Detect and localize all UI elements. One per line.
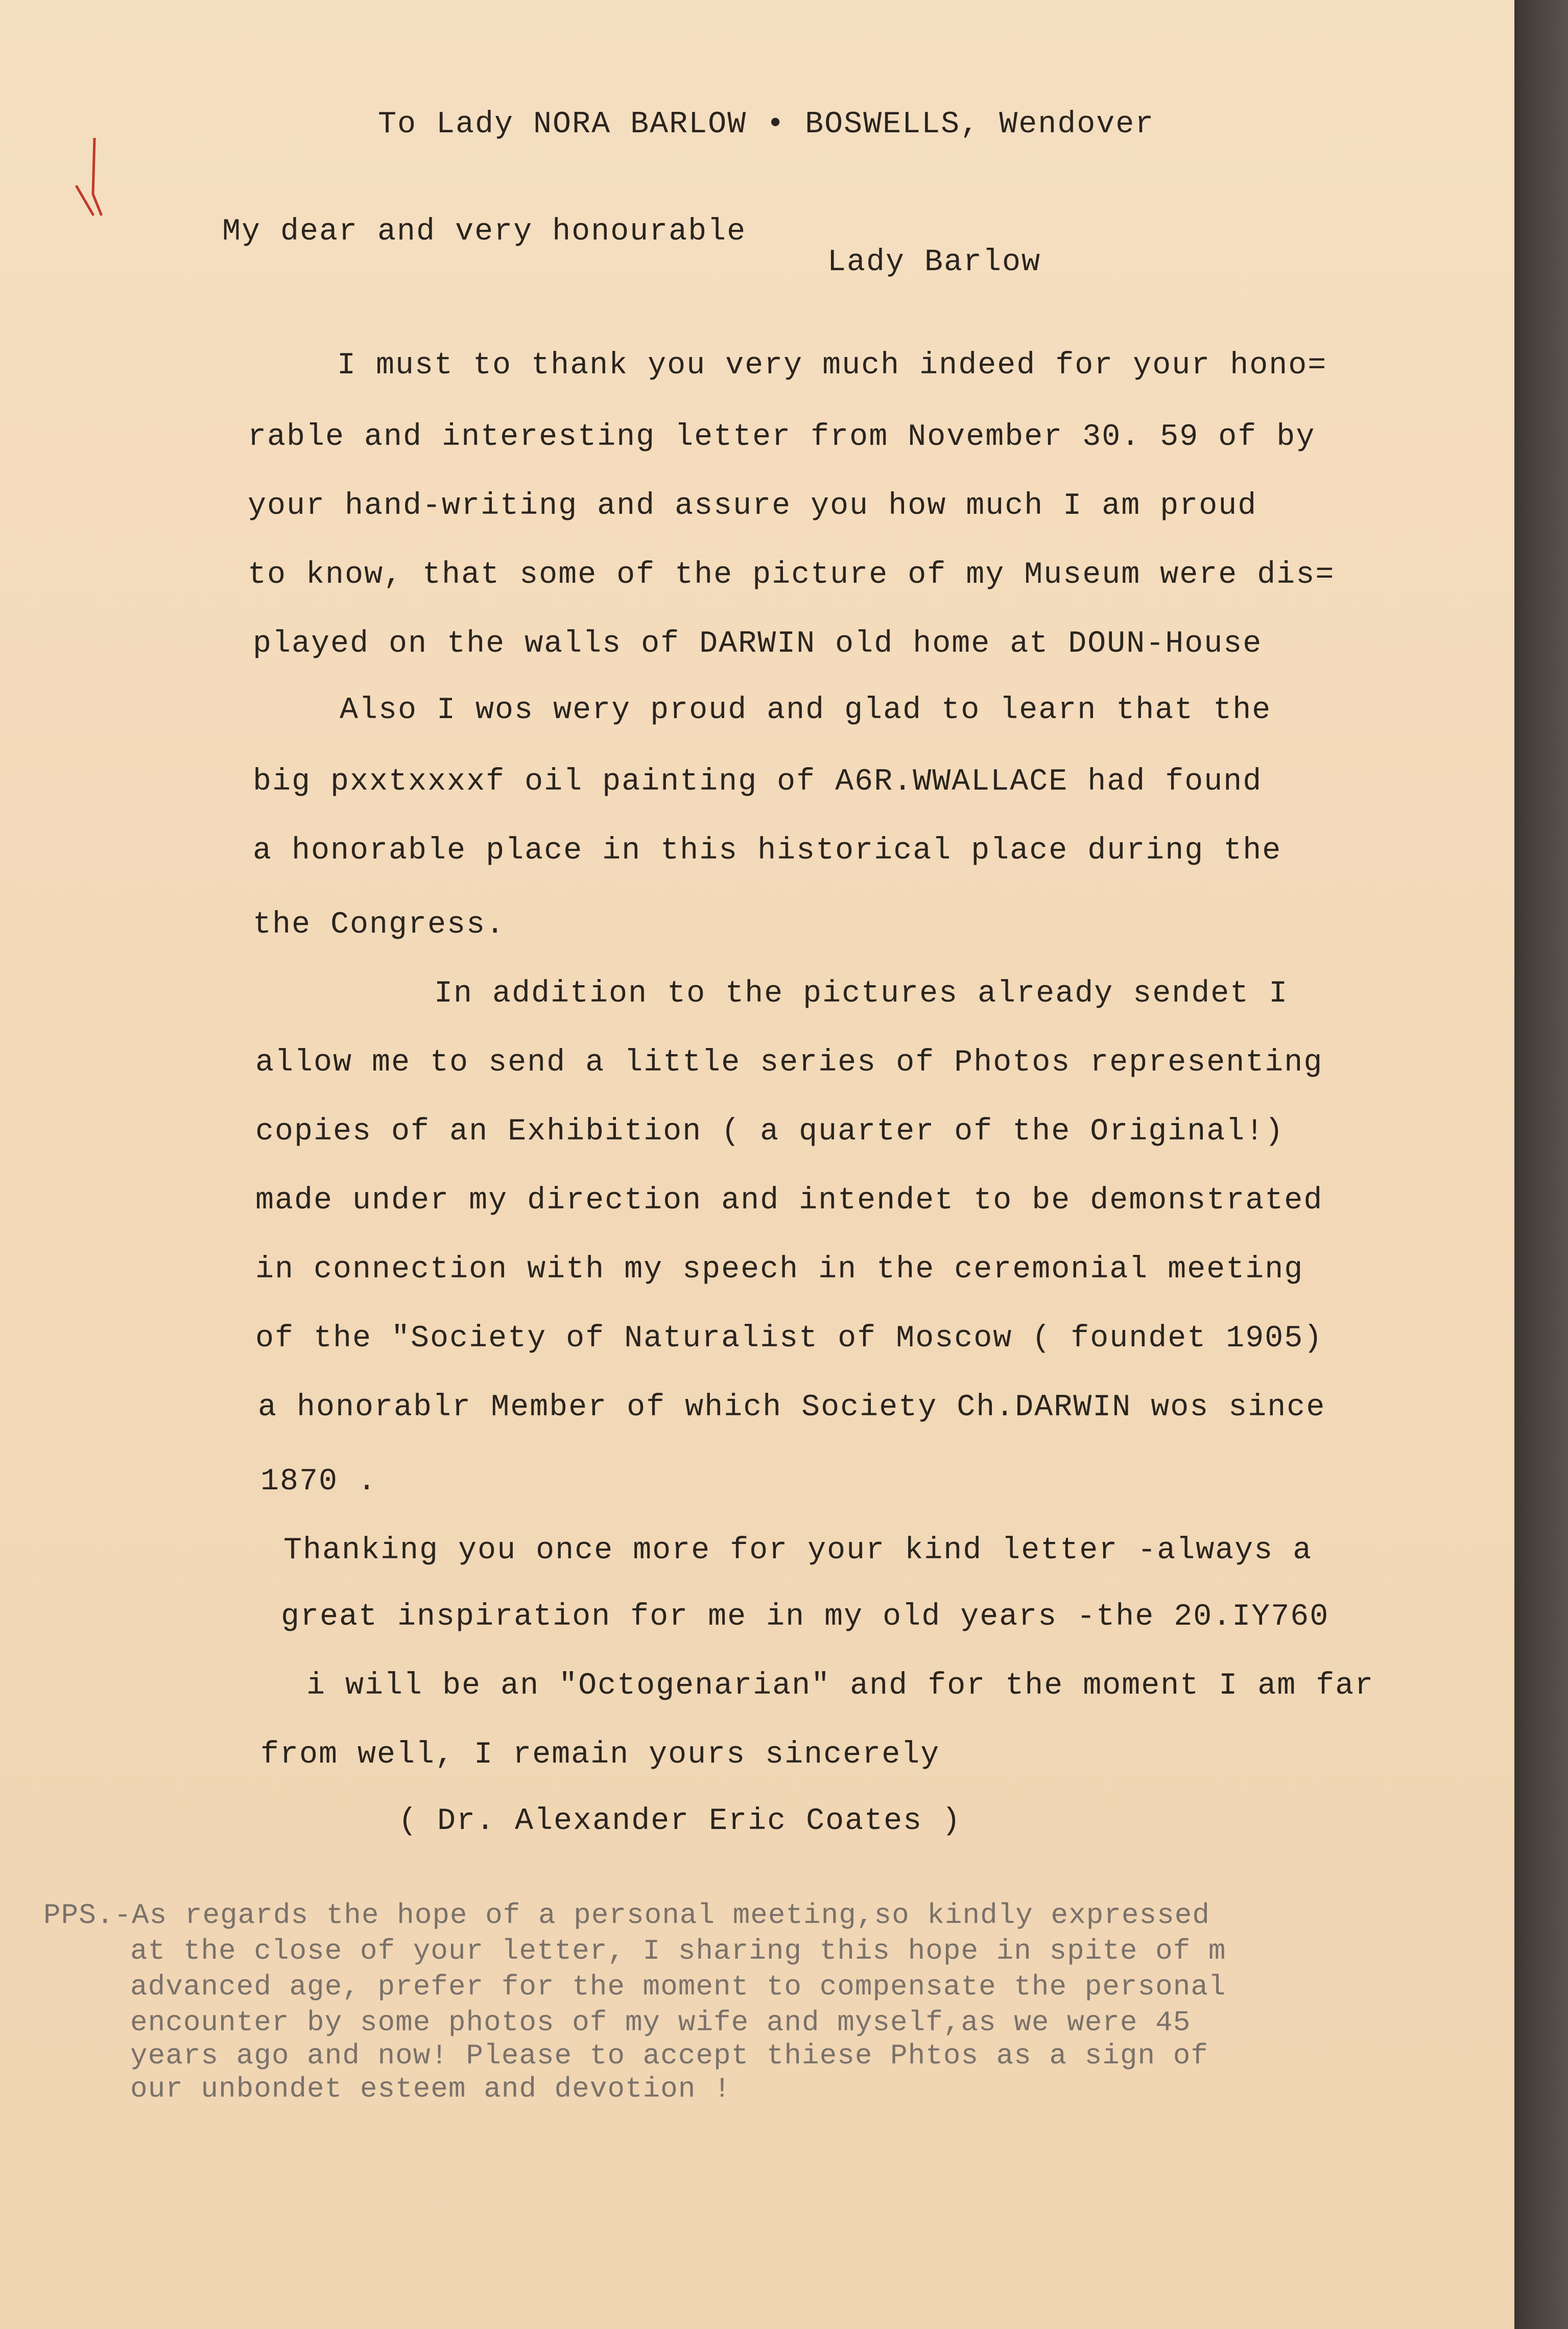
body-line: made under my direction and intendet to be demonstrated (255, 1183, 1323, 1218)
body-line: big pxxtxxxxf oil painting of A6R.WWALLACE had found (253, 765, 1263, 799)
salutation-line-1: My dear and very honourable (222, 215, 747, 249)
body-line: great inspiration for me in my old years -the 20.IY760 (281, 1600, 1329, 1634)
postscript-line: years ago and now! Please to accept thiese Phtos as a sign of (130, 2039, 1208, 2072)
body-line: Thanking you once more for your kind letter -always a (283, 1533, 1313, 1568)
body-line: to know, that some of the picture of my Museum were dis= (248, 558, 1335, 592)
body-line: played on the walls of DARWIN old home at DOUN-House (253, 627, 1263, 661)
body-line: Also I wos wery proud and glad to learn that the (340, 693, 1272, 728)
scan-edge (1514, 0, 1568, 2329)
postscript-line: encounter by some photos of my wife and myself,as we were 45 (130, 2006, 1191, 2039)
body-line: the Congress. (253, 908, 506, 942)
body-line: allow me to send a little series of Photos representing (255, 1045, 1323, 1080)
body-line: of the "Society of Naturalist of Moscow ( foundet 1905) (255, 1321, 1323, 1356)
postscript-line: PPS.-As regards the hope of a personal meeting,so kindly expressed (43, 1899, 1210, 1932)
signature: ( Dr. Alexander Eric Coates ) (398, 1804, 962, 1839)
body-line: from well, I remain yours sincerely (260, 1738, 940, 1772)
body-line: copies of an Exhibition ( a quarter of the Original!) (255, 1114, 1285, 1149)
postscript-line: at the close of your letter, I sharing this hope in spite of m (130, 1935, 1226, 1967)
red-check-mark-icon (56, 138, 112, 230)
postscript-line: advanced age, prefer for the moment to compensate the personal (130, 1970, 1226, 2003)
body-line: i will be an "Octogenarian" and for the moment I am far (306, 1669, 1374, 1703)
body-line: I must to thank you very much indeed for your hono= (337, 348, 1327, 383)
letter-header: To Lady NORA BARLOW • BOSWELLS, Wendover (378, 107, 1155, 142)
body-line: 1870 . (260, 1464, 377, 1499)
body-line: rable and interesting letter from November 30. 59 of by (248, 420, 1316, 455)
salutation-line-2: Lady Barlow (827, 245, 1041, 280)
body-line: a honorable place in this historical place during the (253, 834, 1282, 868)
body-line: a honorablr Member of which Society Ch.DARWIN wos since (258, 1390, 1326, 1425)
body-line: your hand-writing and assure you how much I am proud (248, 489, 1257, 524)
postscript-line: our unbondet esteem and devotion ! (130, 2073, 731, 2105)
body-line: In addition to the pictures already sendet I (434, 977, 1289, 1011)
body-line: in connection with my speech in the ceremonial meeting (255, 1252, 1304, 1287)
